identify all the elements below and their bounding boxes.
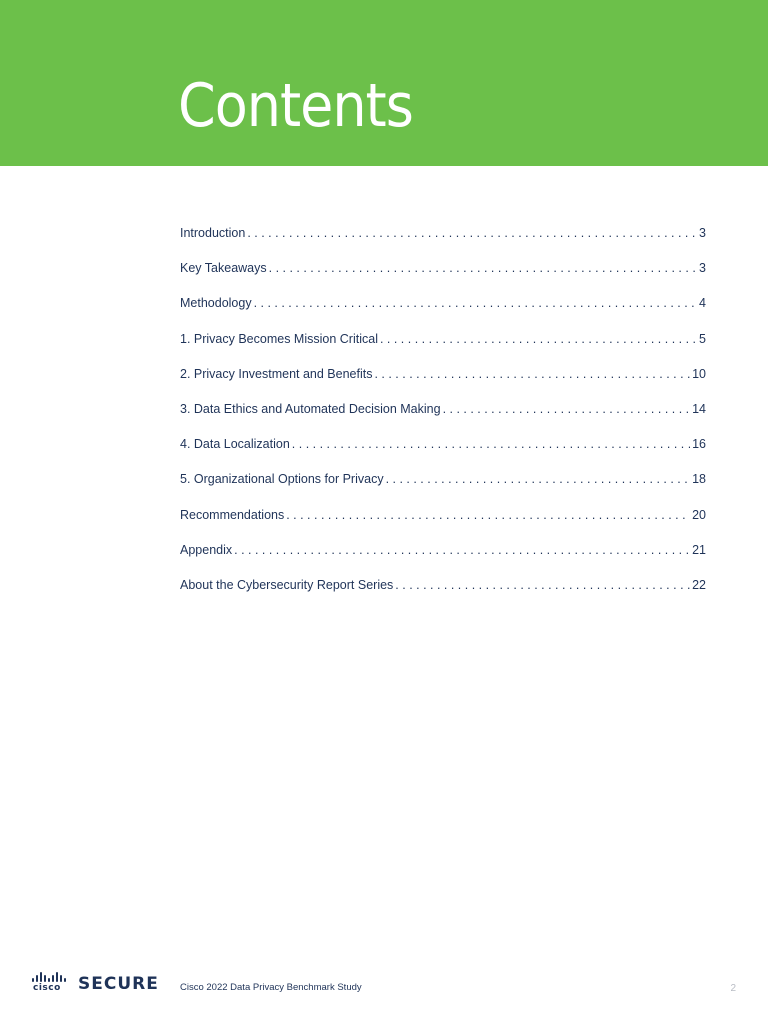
dot-leader — [386, 472, 691, 486]
toc-entry-privacy-mission-critical[interactable] — [180, 332, 706, 367]
toc-entry-page: 3 — [699, 261, 706, 276]
toc-entry-page: 3 — [699, 226, 706, 240]
dot-leader — [254, 296, 697, 310]
dot-leader — [269, 261, 697, 275]
toc-entry-organizational-options[interactable] — [180, 472, 706, 507]
dot-leader — [286, 508, 690, 522]
page-title: Contents — [178, 71, 413, 141]
toc-entry-page: 20 — [692, 507, 706, 522]
toc-entry-page: 4 — [699, 296, 706, 311]
toc-entry-page: 18 — [692, 472, 706, 487]
dot-leader — [380, 332, 697, 346]
toc-entry-about-report-series[interactable] — [180, 578, 706, 613]
cisco-wordmark: cisco — [33, 983, 61, 993]
dot-leader — [395, 578, 690, 592]
toc-entry-label: 2. Privacy Investment and Benefits — [180, 366, 373, 381]
toc-entry-label: 5. Organizational Options for Privacy — [180, 472, 384, 487]
toc-entry-introduction[interactable] — [180, 226, 706, 261]
toc-entry-privacy-investment[interactable] — [180, 367, 706, 402]
dot-leader — [374, 367, 690, 381]
toc-entry-label: Appendix — [180, 542, 233, 557]
toc-entry-page: 21 — [692, 542, 706, 557]
secure-wordmark: SECURE — [78, 974, 159, 994]
toc-entry-data-ethics[interactable] — [180, 402, 706, 437]
toc-entry-label: About the Cybersecurity Report Series — [180, 577, 394, 592]
toc-entry-label: Methodology — [180, 296, 252, 311]
toc-entry-label: Introduction — [180, 226, 246, 240]
toc-entry-page: 10 — [692, 366, 706, 381]
dot-leader — [292, 437, 690, 451]
toc-entry-key-takeaways[interactable] — [180, 261, 706, 296]
toc-entry-label: Key Takeaways — [180, 261, 267, 276]
toc-entry-page: 16 — [692, 437, 706, 452]
table-of-contents — [180, 226, 706, 613]
toc-entry-page: 14 — [692, 401, 706, 416]
page-number: 2 — [730, 983, 736, 994]
dot-leader — [247, 226, 697, 240]
toc-entry-recommendations[interactable] — [180, 508, 706, 543]
dot-leader — [234, 543, 690, 557]
publication-title: Cisco 2022 Data Privacy Benchmark Study — [180, 982, 362, 993]
toc-entry-label: 3. Data Ethics and Automated Decision Making — [180, 401, 441, 416]
toc-entry-label: 4. Data Localization — [180, 437, 290, 452]
toc-entry-page: 22 — [692, 577, 706, 592]
toc-entry-methodology[interactable] — [180, 296, 706, 331]
toc-entry-appendix[interactable] — [180, 543, 706, 578]
toc-entry-page: 5 — [699, 331, 706, 346]
cisco-bridge-icon — [32, 972, 68, 982]
toc-entry-data-localization[interactable] — [180, 437, 706, 472]
dot-leader — [443, 402, 691, 416]
toc-entry-label: Recommendations — [180, 507, 285, 522]
cisco-secure-logo — [32, 972, 158, 996]
toc-entry-label: 1. Privacy Becomes Mission Critical — [180, 331, 378, 346]
